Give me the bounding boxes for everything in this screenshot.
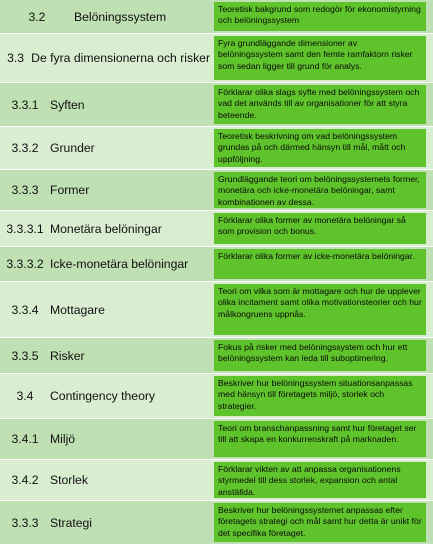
section-number: 3.3.3.1 bbox=[6, 221, 44, 236]
table-row bbox=[0, 170, 433, 211]
section-description: Teoretisk beskrivning om vad belöningssystem grundas på och därmed hänsyn till mål, mått och uppföljning. bbox=[214, 129, 426, 167]
section-cell bbox=[0, 211, 210, 246]
section-cell bbox=[0, 374, 210, 418]
section-description: Förklarar olika slags syfte med belöningssystem och vad det används till av organisationer för att styra beteende. bbox=[214, 85, 426, 124]
section-description: Grundläggande teori om belöningssystemets former, monetära och icke-monetära belöningar, samt kombinationen av dessa. bbox=[214, 172, 426, 208]
section-description: Förklarar olika former av icke-monetära belöningar. bbox=[214, 249, 426, 279]
section-number: 3.3.2 bbox=[11, 141, 39, 155]
section-title: Belöningssystem bbox=[74, 9, 167, 24]
table-row bbox=[0, 247, 433, 282]
table-row bbox=[0, 211, 433, 247]
table-row bbox=[0, 501, 433, 545]
section-number: 3.4.1 bbox=[11, 432, 39, 446]
section-title: Storlek bbox=[50, 473, 88, 487]
section-title: Grunder bbox=[50, 141, 95, 155]
section-number: 3.3.5 bbox=[11, 348, 39, 363]
table-row bbox=[0, 0, 433, 34]
section-cell bbox=[0, 34, 210, 82]
section-description: Förklarar olika former av monetära belöningar så som provision och bonus. bbox=[214, 213, 426, 244]
section-cell bbox=[0, 83, 210, 126]
table-row bbox=[0, 83, 433, 127]
section-number: 3.3.3 bbox=[11, 183, 39, 197]
section-cell bbox=[0, 338, 210, 373]
section-cell bbox=[0, 282, 210, 337]
table-row bbox=[0, 419, 433, 460]
section-description: Teori om branschanpassning samt hur företaget ser till att skapa en konkurrenskraft på marknaden. bbox=[214, 421, 426, 457]
section-cell bbox=[0, 247, 210, 281]
section-cell bbox=[0, 419, 210, 459]
section-description: Teoretisk bakgrund som redogör för ekonomistyrning och belöningssystem bbox=[214, 2, 426, 31]
section-description: Beskriver hur belöningssystemet anpassas efter företagets strategi och mål samt hur detta är unikt för det specifika företaget. bbox=[214, 503, 426, 542]
section-number: 3.3.1 bbox=[11, 97, 39, 112]
table-row bbox=[0, 127, 433, 170]
table-row bbox=[0, 460, 433, 501]
section-description: Förklarar vikten av att anpassa organisationens styrmedel till dess storlek, expansion och antal anställda. bbox=[214, 462, 426, 498]
section-number: 3.3.3.2 bbox=[6, 257, 44, 271]
section-description: Teori om vilka som är mottagare och hur de upplever olika incitament samt olika motivationsteorier och hur målkongruens uppnås. bbox=[214, 284, 426, 335]
section-title: De fyra dimensionerna och risker bbox=[31, 51, 210, 65]
section-title: Monetära belöningar bbox=[50, 221, 162, 236]
section-description: Fokus på risker med belöningssystem och hur ett belöningssystem kan leda till suboptimering. bbox=[214, 340, 426, 371]
table-row bbox=[0, 374, 433, 419]
section-number: 3.4 bbox=[16, 389, 34, 403]
section-cell bbox=[0, 501, 210, 544]
section-title: Syften bbox=[50, 97, 85, 112]
section-title: Strategi bbox=[50, 515, 93, 530]
table-row bbox=[0, 338, 433, 374]
section-number: 3.3.4 bbox=[11, 302, 39, 317]
section-title: Miljö bbox=[50, 432, 76, 446]
section-number: 3.3.3 bbox=[11, 515, 39, 530]
section-title: Contingency theory bbox=[50, 389, 156, 403]
section-description: Fyra grundläggande dimensioner av belöningssystem samt den femte ramfaktorn risker som sedan ligger till grund för analys. bbox=[214, 36, 426, 80]
section-number: 3.3 bbox=[7, 51, 25, 65]
section-cell bbox=[0, 127, 210, 169]
section-title: Risker bbox=[50, 348, 85, 363]
section-cell bbox=[0, 460, 210, 500]
section-title: Icke-monetära belöningar bbox=[50, 257, 189, 271]
section-cell bbox=[0, 0, 210, 33]
table-row bbox=[0, 282, 433, 338]
section-number: 3.2 bbox=[28, 9, 46, 24]
table-row bbox=[0, 34, 433, 83]
section-cell bbox=[0, 170, 210, 210]
section-description: Beskriver hur belöningssystem situationsanpassas med hänsyn till företagets miljö, storlek och strategier. bbox=[214, 376, 426, 416]
section-title: Mottagare bbox=[50, 302, 105, 317]
section-number: 3.4.2 bbox=[11, 473, 39, 487]
section-title: Former bbox=[50, 183, 90, 197]
